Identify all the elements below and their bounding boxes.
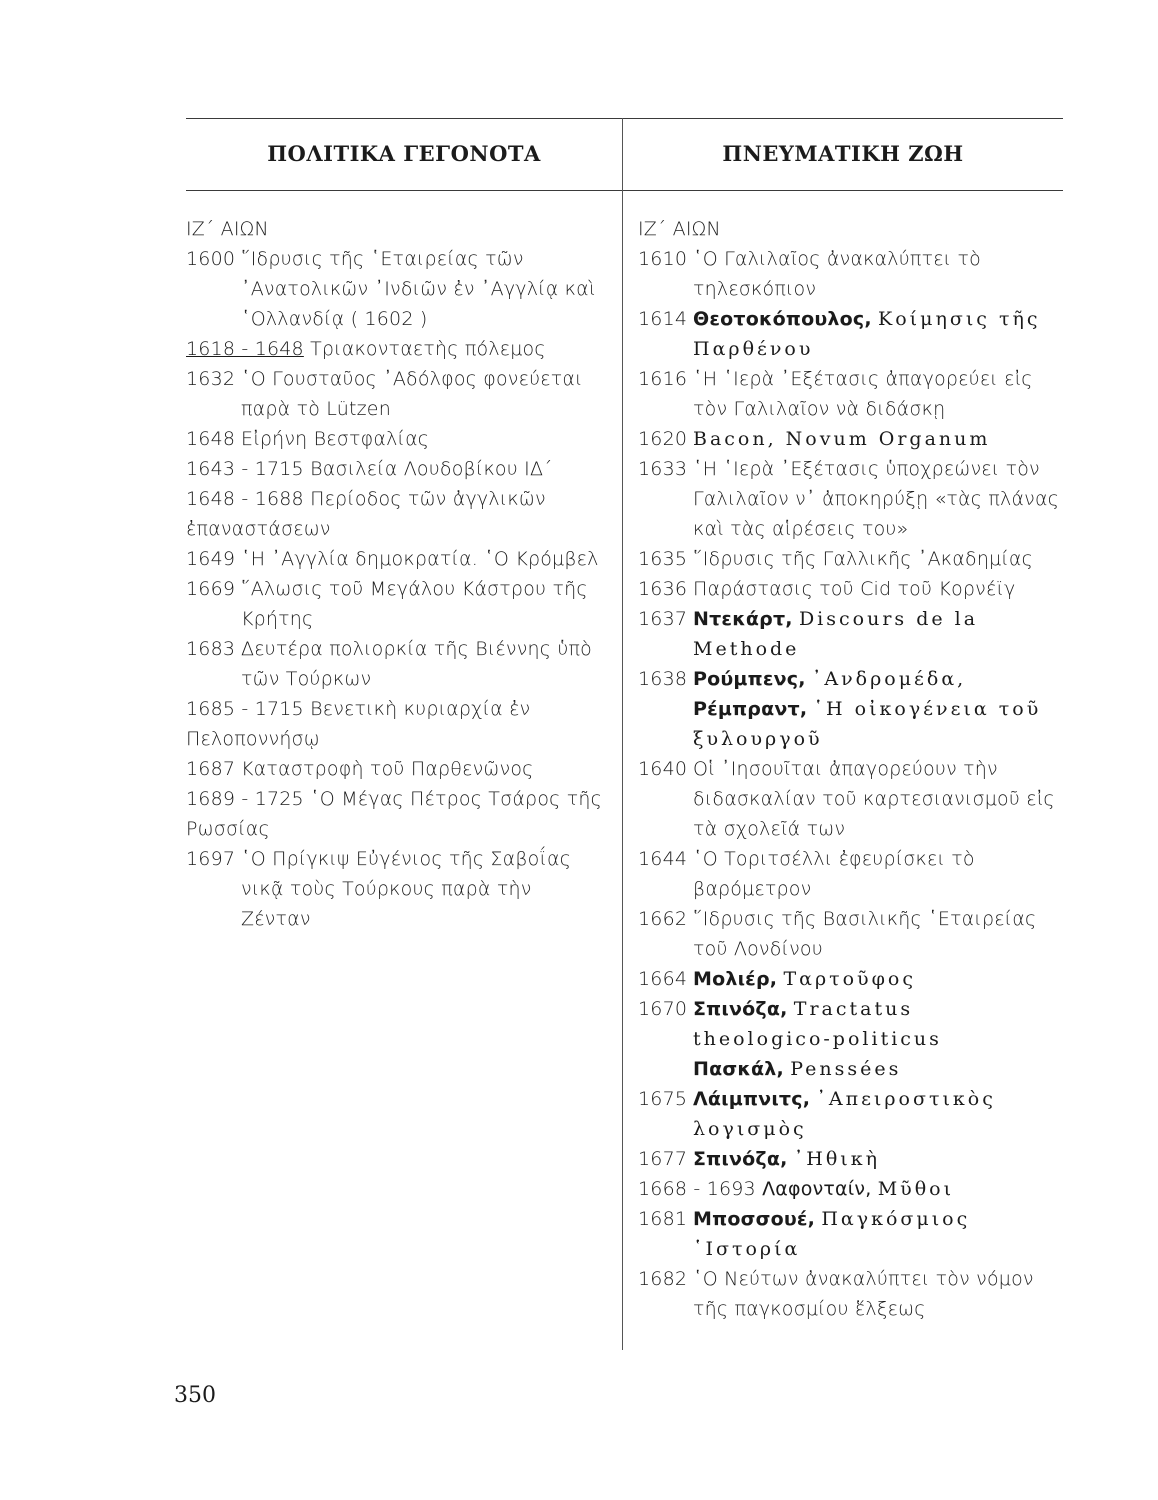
entry-date: 1600 bbox=[186, 248, 236, 270]
entry-date: 1670 bbox=[638, 998, 688, 1020]
list-item bbox=[638, 1084, 1060, 1144]
entry-date: 1668 - 1693 bbox=[638, 1178, 756, 1200]
entry-text: Παγκόσμιος ῾Ιστορία bbox=[693, 1208, 971, 1260]
entry-author: Μολιέρ, bbox=[693, 968, 778, 990]
list-item bbox=[638, 994, 1060, 1084]
entry-text: ᾿Απειροστικὸς λογισμὸς bbox=[693, 1088, 996, 1140]
entry-date: 1648 - 1688 bbox=[186, 488, 304, 510]
left-column bbox=[186, 214, 604, 934]
entry-text: ᾿Ανδρομέδα, bbox=[811, 668, 967, 690]
entry-text: ῞Ιδρυσις τῆς ῾Εταιρείας τῶν ᾿Ανατολικῶν ᾿Ινδιῶν ἐν ᾿Αγγλίᾳ καὶ ῾Ολλανδίᾳ ( 1602 ) bbox=[241, 248, 596, 330]
entry-text: Εἰρήνη Βεστφαλίας bbox=[241, 428, 430, 450]
entry-text: ῾Η οἰκογένεια τοῦ ξυλουργοῦ bbox=[693, 698, 1042, 750]
list-item bbox=[638, 964, 1060, 994]
entry-date: 1632 bbox=[186, 368, 236, 390]
entry-date: 1681 bbox=[638, 1208, 688, 1230]
list-item bbox=[638, 754, 1060, 844]
entry-text: Bacon, Novum Organum bbox=[693, 428, 991, 450]
entry-text: ῞Αλωσις τοῦ Μεγάλου Κάστρου τῆς Κρήτης bbox=[241, 578, 588, 630]
entry-text: ᾿Ηθικὴ bbox=[793, 1148, 880, 1170]
entry-date: 1649 bbox=[186, 548, 236, 570]
left-section-title: ΙΖ΄ ΑΙΩΝ bbox=[186, 218, 269, 240]
entry-author: Λάιμπνιτς, bbox=[693, 1088, 811, 1110]
entry-date: 1677 bbox=[638, 1148, 688, 1170]
entry-date: 1697 bbox=[186, 848, 236, 870]
entry-date: 1633 bbox=[638, 458, 688, 480]
entry-text: Κοίμησις τῆς Παρθένου bbox=[693, 308, 1041, 360]
entry-text: ῾Ο Γαλιλαῖος ἀνακαλύπτει τὸ τηλεσκόπιον bbox=[693, 248, 981, 300]
top-rule bbox=[186, 118, 1063, 119]
list-item bbox=[186, 634, 604, 694]
entry-date: 1610 bbox=[638, 248, 688, 270]
entry-date: 1675 bbox=[638, 1088, 688, 1110]
list-item bbox=[638, 1174, 1060, 1204]
entry-text: Οἱ ᾿Ιησουῖται ἀπαγορεύουν τὴν διδασκαλίαν τοῦ καρτεσιανισμοῦ εἰς τὰ σχολεῖά των bbox=[693, 758, 1055, 840]
entry-text: Περίοδος τῶν ἀγγλικῶν ἐπαναστάσεων bbox=[186, 488, 546, 540]
entry-text: Penssées bbox=[790, 1058, 902, 1080]
list-item bbox=[186, 454, 604, 484]
list-item bbox=[638, 904, 1060, 964]
entry-text: ῾Ο Πρίγκιψ Εὐγένιος τῆς Σαβοΐας νικᾷ τοὺς Τούρκους παρὰ τὴν Ζένταν bbox=[241, 848, 572, 930]
right-column bbox=[638, 214, 1060, 1324]
list-item bbox=[638, 454, 1060, 544]
list-item bbox=[186, 844, 604, 934]
list-item bbox=[638, 604, 1060, 664]
entry-date: 1616 bbox=[638, 368, 688, 390]
entry-date: 1638 bbox=[638, 668, 688, 690]
entry-text: Discours de la Methode bbox=[693, 608, 979, 660]
list-item bbox=[186, 484, 604, 544]
entry-text: Tractatus theologico-politicus bbox=[693, 998, 942, 1050]
list-item bbox=[186, 754, 604, 784]
entry-author: Ρέμπραντ, bbox=[693, 698, 808, 720]
entry-text: ῾Ο Μέγας Πέτρος Τσάρος τῆς Ρωσσίας bbox=[186, 788, 602, 840]
entry-author: Πασκάλ, bbox=[693, 1058, 784, 1080]
entry-date: 1687 bbox=[186, 758, 236, 780]
list-item bbox=[186, 334, 604, 364]
entry-author: Ρούμπενς, bbox=[693, 668, 806, 690]
entry-author: Σπινόζα, bbox=[693, 1148, 788, 1170]
entry-author: Σπινόζα, bbox=[693, 998, 788, 1020]
column-divider bbox=[622, 118, 623, 1350]
entry-date: 1637 bbox=[638, 608, 688, 630]
entry-date: 1636 bbox=[638, 578, 688, 600]
right-section-title: ΙΖ΄ ΑΙΩΝ bbox=[638, 218, 721, 240]
list-item bbox=[638, 1204, 1060, 1264]
entry-date: 1685 - 1715 bbox=[186, 698, 304, 720]
entry-text: Βασιλεία Λουδοβίκου ΙΔ΄ bbox=[310, 458, 553, 480]
list-item bbox=[638, 544, 1060, 574]
list-item bbox=[186, 244, 604, 334]
entry-date: 1635 bbox=[638, 548, 688, 570]
entry-date: 1640 bbox=[638, 758, 688, 780]
list-item bbox=[638, 244, 1060, 304]
list-item bbox=[638, 664, 1060, 754]
entry-text: Βενετικὴ κυριαρχία ἐν Πελοποννήσῳ bbox=[186, 698, 531, 750]
list-item bbox=[186, 544, 604, 574]
entry-author: Λαφονταίν, bbox=[762, 1178, 872, 1200]
entry-date: 1664 bbox=[638, 968, 688, 990]
list-item bbox=[638, 1264, 1060, 1324]
list-item bbox=[638, 844, 1060, 904]
entry-date: 1683 bbox=[186, 638, 236, 660]
entry-date: 1662 bbox=[638, 908, 688, 930]
entry-text: ῾Ο Γουσταῦος ᾿Αδόλφος φονεύεται παρὰ τὸ Lützen bbox=[241, 368, 583, 420]
entry-author: Θεοτοκόπουλος, bbox=[693, 308, 872, 330]
list-item bbox=[186, 364, 604, 424]
list-item bbox=[638, 304, 1060, 364]
entry-author: Μποσσουέ, bbox=[693, 1208, 816, 1230]
list-item bbox=[638, 364, 1060, 424]
entry-text: Ταρτοῦφος bbox=[783, 968, 916, 990]
list-item bbox=[186, 784, 604, 844]
list-item bbox=[638, 1144, 1060, 1174]
entry-text: Παράστασις τοῦ Cid τοῦ Κορνέϊγ bbox=[693, 578, 1016, 600]
entry-text: Τριακονταετὴς πόλεμος bbox=[310, 338, 546, 360]
entry-text: ῾Η ᾿Αγγλία δημοκρατία. ῾Ο Κρόμβελ bbox=[241, 548, 599, 570]
entry-date: 1643 - 1715 bbox=[186, 458, 304, 480]
entry-text: ῾Ο Νεύτων ἀνακαλύπτει τὸν νόμον τῆς παγκοσμίου ἕλξεως bbox=[693, 1268, 1034, 1320]
entry-text: ῾Η ῾Ιερὰ ᾿Εξέτασις ὑποχρεώνει τὸν Γαλιλαῖον ν᾿ ἀποκηρύξῃ «τὰς πλάνας καὶ τὰς αἱρέσεις του» bbox=[693, 458, 1060, 540]
entry-text: Καταστροφὴ τοῦ Παρθενῶνος bbox=[241, 758, 534, 780]
header-rule bbox=[186, 190, 1063, 191]
entry-date: 1644 bbox=[638, 848, 688, 870]
entry-date: 1648 bbox=[186, 428, 236, 450]
entry-date: 1614 bbox=[638, 308, 688, 330]
entry-date: 1669 bbox=[186, 578, 236, 600]
entry-text: ῞Ιδρυσις τῆς Βασιλικῆς ῾Εταιρείας τοῦ Λονδίνου bbox=[693, 908, 1037, 960]
page-number: 350 bbox=[174, 1383, 216, 1408]
list-item bbox=[638, 574, 1060, 604]
right-column-heading: ΠΝΕΥΜΑΤΙΚΗ ΖΩΗ bbox=[722, 141, 964, 166]
entry-date: 1618 - 1648 bbox=[186, 338, 304, 360]
entry-text: ῞Ιδρυσις τῆς Γαλλικῆς ᾿Ακαδημίας bbox=[693, 548, 1034, 570]
entry-text: ῾Η ῾Ιερὰ ᾿Εξέτασις ἀπαγορεύει εἰς τὸν Γαλιλαῖον νὰ διδάσκῃ bbox=[693, 368, 1033, 420]
entry-text: ῾Ο Τοριτσέλλι ἐφευρίσκει τὸ βαρόμετρον bbox=[693, 848, 975, 900]
left-column-heading: ΠΟΛΙΤΙΚΑ ΓΕΓΟΝΟΤΑ bbox=[267, 141, 541, 166]
list-item bbox=[638, 424, 1060, 454]
list-item bbox=[186, 574, 604, 634]
entry-author: Ντεκάρτ, bbox=[693, 608, 793, 630]
entry-date: 1682 bbox=[638, 1268, 688, 1290]
list-item bbox=[186, 424, 604, 454]
entry-date: 1689 - 1725 bbox=[186, 788, 304, 810]
entry-text: Δευτέρα πολιορκία τῆς Βιέννης ὑπὸ τῶν Τούρκων bbox=[241, 638, 593, 690]
entry-text: Μῦθοι bbox=[877, 1178, 955, 1200]
list-item bbox=[186, 694, 604, 754]
entry-date: 1620 bbox=[638, 428, 688, 450]
